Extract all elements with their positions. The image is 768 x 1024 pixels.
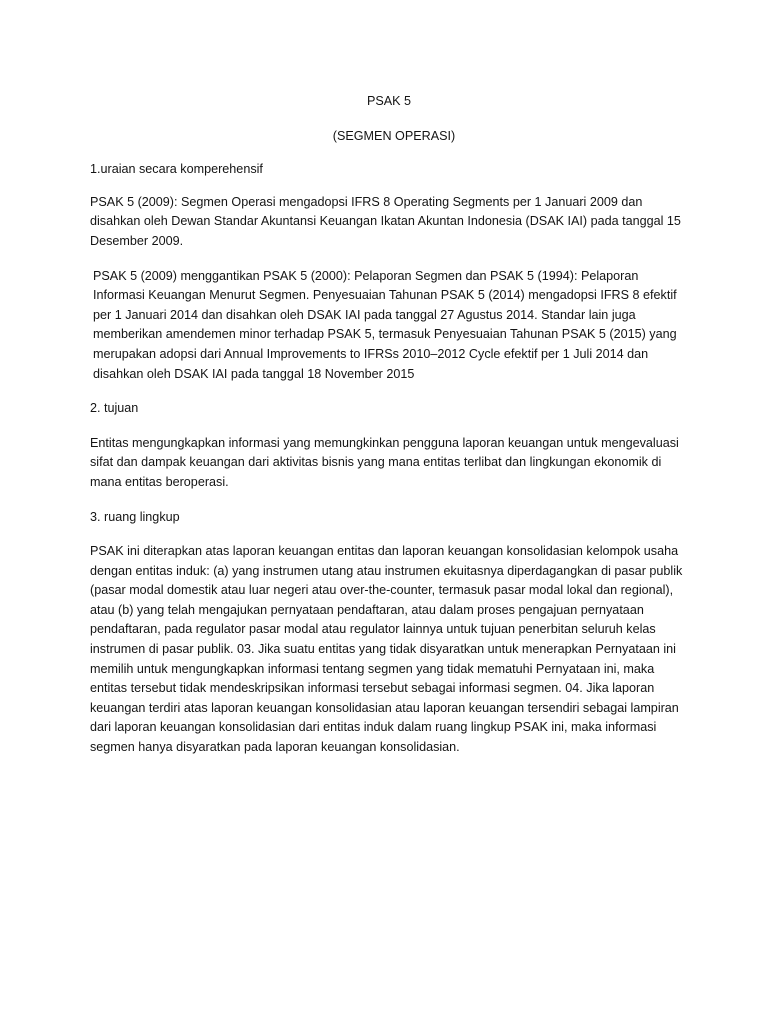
paragraph-ruang-lingkup: PSAK ini diterapkan atas laporan keuangan entitas dan laporan keuangan konsolidasian kelompok usaha dengan entitas induk: (a) yang instrumen utang atau instrumen ekuitasnya diperdagangkan di pasar publik (pasar modal domestik atau luar negeri atau over-the-counter, termasuk pasar modal lokal dan regional), atau (b) yang telah mengajukan pernyataan pendaftaran, atau dalam proses pengajuan pernyataan pendaftaran, pada regulator pasar modal atau regulator lainnya untuk tujuan penerbitan seluruh kelas instrumen di pasar publik. 03. Jika suatu entitas yang tidak disyaratkan untuk menerapkan Pernyataan ini memilih untuk mengungkapkan informasi tentang segmen yang tidak mematuhi Pernyataan ini, maka entitas tersebut tidak mendeskripsikan informasi tersebut sebagai informasi segmen. 04. Jika laporan keuangan terdiri atas laporan keuangan konsolidasian atau laporan keuangan tersendiri sebagai lampiran dari laporan keuangan konsolidasian dari entitas induk dalam ruang lingkup PSAK ini, maka informasi segmen hanya disyaratkan pada laporan keuangan konsolidasian. <box>90 544 683 755</box>
document-title: PSAK 5 <box>366 94 412 108</box>
section-heading-ruang-lingkup: 3. ruang lingkup <box>90 509 180 524</box>
paragraph-psak5-history: PSAK 5 (2009) menggantikan PSAK 5 (2000): Pelaporan Segmen dan PSAK 5 (1994): Pelaporan Informasi Keuangan Menurut Segmen. Penyesuaian Tahunan PSAK 5 (2014) mengadopsi IFRS 8 efektif per 1 Januari 2014 dan disahkan oleh DSAK IAI pada tanggal 27 Agustus 2014. Standar lain juga memberikan amendemen minor terhadap PSAK 5, termasuk Penyesuaian Tahunan PSAK 5 (2015) yang merupakan adopsi dari Annual Improvements to IFRSs 2010–2012 Cycle efektif per 1 Juli 2014 dan disahkan oleh DSAK IAI pada tanggal 18 November 2015 <box>93 268 677 381</box>
paragraph-tujuan: Entitas mengungkapkan informasi yang memungkinkan pengguna laporan keuangan untuk mengevaluasi sifat dan dampak keuangan dari aktivitas bisnis yang mana entitas terlibat dan lingkungan ekonomik di mana entitas beroperasi. <box>90 435 679 489</box>
section-heading-uraian: 1.uraian secara komperehensif <box>90 162 263 177</box>
document-subtitle: (SEGMEN OPERASI) <box>332 128 456 143</box>
paragraph-psak5-2009: PSAK 5 (2009): Segmen Operasi mengadopsi IFRS 8 Operating Segments per 1 Januari 2009 dan disahkan oleh Dewan Standar Akuntansi Keuangan Ikatan Akuntan Indonesia (DSAK IAI) pada tanggal 15 Desember 2009. <box>90 194 681 248</box>
document-page <box>90 92 686 758</box>
section-heading-tujuan: 2. tujuan <box>90 401 139 416</box>
